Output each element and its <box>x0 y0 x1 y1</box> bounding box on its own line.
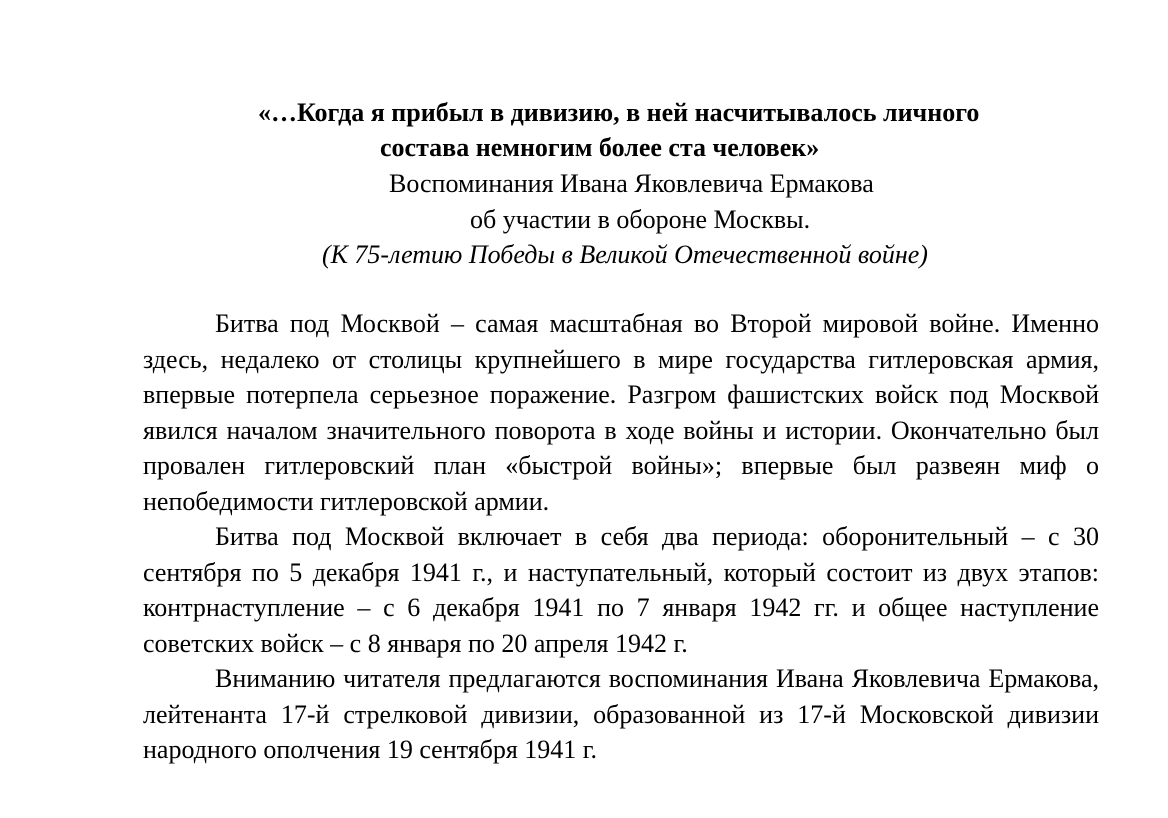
title-line-2: состава немногим более ста человек» <box>380 133 820 162</box>
paragraph-3: Вниманию читателя предлагаются воспоминания Ивана Яковлевича Ермакова, лейтенанта 17-й стрелковой дивизии, образованной из 17-й Московской дивизии народного ополчения 19 сентября 1941 г. <box>143 664 1099 764</box>
subtitle-line-2: об участии в обороне Москвы. <box>470 205 811 234</box>
subtitle-line-1: Воспоминания Ивана Яковлевича Ермакова <box>389 169 874 198</box>
document-body <box>143 306 1099 768</box>
paragraph-2: Битва под Москвой включает в себя два периода: оборонительный – с 30 сентября по 5 декабря 1941 г., и наступательный, который состоит из двух этапов: контрнаступление – с 6 декабря 1941 по 7 января 1942 гг. и общее наступление советских войск – с 8 января по 20 апреля 1942 г. <box>143 522 1099 658</box>
dedication-line: (К 75-летию Победы в Великой Отечественной войне) <box>322 240 928 269</box>
title-line-1: «…Когда я прибыл в дивизию, в ней насчитывалось личного <box>258 98 980 127</box>
paragraph-1: Битва под Москвой – самая масштабная во Второй мировой войне. Именно здесь, недалеко от столицы крупнейшего в мире государства гитлеровская армия, впервые потерпела серьезное поражение. Разгром фашистских войск под Москвой явился началом значительного поворота в ходе войны и истории. Окончательно был провален гитлеровский план «быстрой войны»; впервые был развеян миф о непобедимости гитлеровской армии. <box>143 309 1099 516</box>
